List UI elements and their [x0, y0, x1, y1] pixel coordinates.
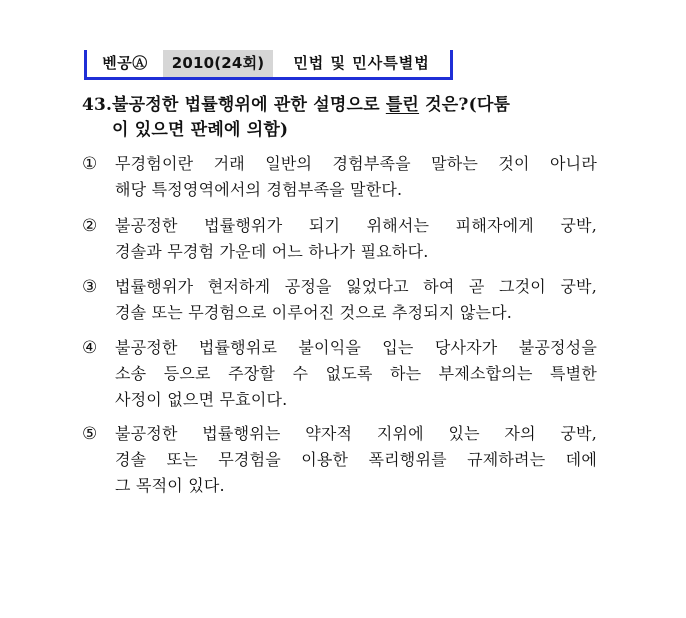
option-4-line-1: 불공정한 법률행위로 불이익을 입는 당사자가 불공정성을: [115, 338, 597, 357]
option-2-line-1: 불공정한 법률행위가 되기 위해서는 피해자에게 궁박,: [115, 216, 597, 235]
question-stem: [82, 93, 602, 143]
answer-option-3[interactable]: [82, 274, 597, 326]
option-3-line-2: 경솔 또는 무경험으로 이루어진 것으로 추정되지 않는다.: [115, 303, 513, 322]
option-5-marker: ⑤: [82, 424, 98, 444]
question-emphasis-word: 틀린: [385, 95, 420, 115]
option-3-line-1: 법률행위가 현저하게 공정을 잃었다고 하여 곧 그것이 궁박,: [115, 277, 597, 296]
question-number: 43.: [82, 95, 113, 115]
option-5-line-3: 그 목적이 있다.: [115, 476, 225, 495]
answer-option-1[interactable]: [82, 151, 597, 203]
option-4-line-3: 사정이 없으면 무효이다.: [115, 390, 288, 409]
option-3-marker: ③: [82, 277, 98, 297]
option-2-line-2: 경솔과 무경험 가운데 어느 하나가 필요하다.: [115, 242, 429, 261]
question-text-after: 것은?(다툼: [419, 95, 511, 115]
exam-header: [84, 50, 453, 80]
option-5-line-2: 경솔 또는 무경험을 이용한 폭리행위를 규제하려는 데에: [115, 450, 597, 469]
option-4-marker: ④: [82, 338, 98, 358]
question-text-before: 불공정한 법률행위에 관한 설명으로: [112, 95, 386, 115]
question-line-1: [82, 93, 602, 118]
answer-option-4[interactable]: [82, 335, 597, 413]
exam-subject: 민법 및 민사특별법: [273, 50, 450, 77]
option-1-line-2: 해당 특정영역에서의 경험부족을 말한다.: [115, 180, 403, 199]
option-2-marker: ②: [82, 216, 98, 236]
answer-option-2[interactable]: [82, 213, 597, 265]
option-1-line-1: 무경험이란 거래 일반의 경험부족을 말하는 것이 아니라: [115, 154, 597, 173]
option-1-marker: ①: [82, 154, 98, 174]
answer-option-5[interactable]: [82, 421, 597, 499]
option-4-line-2: 소송 등으로 주장할 수 없도록 하는 부제소합의는 특별한: [115, 364, 597, 383]
exam-year: 2010(24회): [163, 50, 273, 77]
exam-tag: 벤공Ⓐ: [87, 50, 163, 77]
option-5-line-1: 불공정한 법률행위는 약자적 지위에 있는 자의 궁박,: [115, 424, 597, 443]
question-line-2: 이 있으면 판례에 의함): [112, 120, 289, 140]
